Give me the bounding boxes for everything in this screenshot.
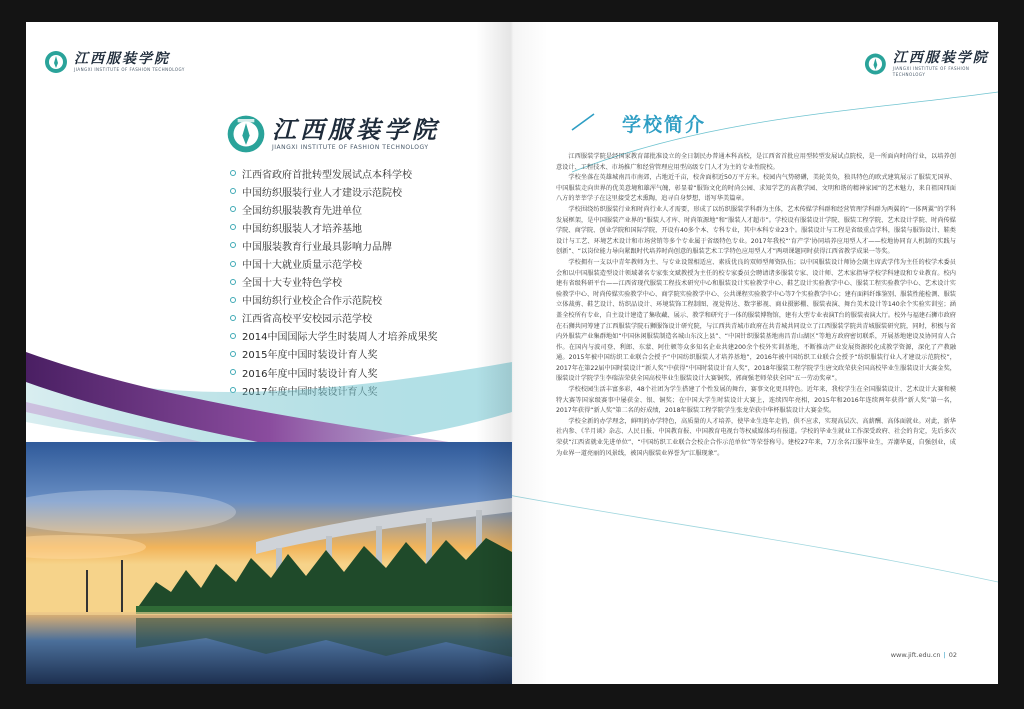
honor-item: 2015年度中国时装设计育人奖 [230,345,437,363]
honor-item: 中国十大就业质量示范学校 [230,254,437,272]
honor-item: 中国纺织行业校企合作示范院校 [230,291,437,309]
main-logo [226,114,440,154]
bullet-icon [230,170,236,176]
header-logo-left [44,50,185,74]
bullet-icon [230,315,236,321]
honor-item: 2016年度中国时装设计育人奖 [230,363,437,381]
bullet-icon [230,261,236,267]
page-number: 02 [948,651,957,659]
intro-paragraph: 学校全新的办学理念，鲜明的办学特色，高质量的人才培养，使毕业生连年走俏，供不应求，实现高层次、高薪酬、高体面就业。对此，新华社内参、《半月谈》杂志、人民日报、中国教育报、中国教育电视台等权威媒体均有报道。学校的毕业生就业工作深受政府、社会的肯定，先后多次荣获“江西省就业先进单位”、“中国纺织工业联合会校企合作示范单位”等荣誉称号。建校27年来，7万余名江服毕业生，弄潮华夏，自强创业，成为业界一道亮丽的风景线，被国内服装业界誉为“江服现象”。 [556,417,956,457]
honor-item: 全国纺织服装教育先进单位 [230,200,437,218]
section-title: 学校简介 [622,114,707,136]
right-page [512,22,998,684]
honor-item: 中国纺织服装行业人才建设示范院校 [230,182,437,200]
intro-paragraph: 学校拥有一支以中青年教师为主、与专业设置相适应、素质优良的双师型师资队伍；以中国服装设计师协会副主席武学伟为主任的校学术委员会和以中国服装造型设计领域著名专家张文斌教授为主任的校专家委员会聘请诸多服装专家、设计师、艺术家指导学校学科建设和专业教育。校内建有省级科研平台——江西省现代服装工程技术研究中心和服装设计实验教学中心、鞋艺设计实验教学中心、服装工程实验教学中心、艺术设计实验教学中心、时尚传媒实验教学中心、商学院实验教学中心、公共课程实验教学中心等7个实验教学中心；建有面料纤维鉴别、服装性能检测、服装立体裁剪、鞋艺设计、纺织品设计、环境装饰工程制图、视觉传达、数字影视、商业摄影棚、服装表演、舞台美术设计等140余个实验实训室；涵盖全校所有专业，自主设计建造了集收藏、展示、教学和研究于一体的服装博物馆，建有大型专业表演T台的服装表演大厅。校外与福建石狮市政府在石狮共同筹建了江西服装学院石狮服饰设计研究院，与江西共青城市政府在共青城共同设立了江西服装学院共青城服装研究院，同时，积极与省内外服装产业集群地如“中国休闲服装制造名城山东汶上县”、“中国针织服装基地南昌青山湖区”等地方政府密切联系，开展基地建设及协同育人合作。在国内与波司登、利郎、东蒙、阿仕顿等众多知名企业共建200余个校外实训基地，不断推动产业发展资源转化成教学资源，深化了产教融通。2015年被中国纺织工业联合会授予“中国纺织服装人才培养基地”，2016年被中国纺织工业联合会授予“纺织服装行业人才建设示范院校”，2017年在第22届中国时装设计“新人奖”中获得“中国时装设计育人奖”，2018年服装工程学院学生唐文政荣获全国高校毕业生服装设计大赛金奖，服装设计学院学生李瑞洁荣获全国高校毕业生服装设计大赛铜奖，郭商强老师荣获全国“五一劳动奖章”。 [556,258,956,383]
intro-body [556,152,956,459]
footer-separator: | [943,651,946,659]
bullet-icon [230,206,236,212]
honor-item: 中国服装教育行业最具影响力品牌 [230,236,437,254]
bullet-icon [230,188,236,194]
logo-name-en: JIANGXI INSTITUTE OF FASHION TECHNOLOGY [892,66,970,77]
page-footer [857,651,957,659]
honor-item: 全国十大专业特色学校 [230,273,437,291]
logo-name-cn: 江西服装学院 [892,50,989,66]
school-emblem-icon [44,50,68,74]
logo-text [74,51,185,73]
honor-item: 中国纺织服装人才培养基地 [230,218,437,236]
brochure-spread [26,22,998,684]
honor-item: 江西省政府首批转型发展试点本科学校 [230,164,437,182]
logo-name-en: JIANGXI INSTITUTE OF FASHION TECHNOLOGY [74,67,185,72]
intro-paragraph: 学校校园生活丰富多彩，48个社团为学生搭建了个性发展的舞台，赛事文化更具特色。近年来，我校学生在全国服装设计、艺术设计大赛和模特大赛等国家级赛事中屡获金、银、铜奖；在中国大学生时装设计大赛上，连续四年亮相，2015年和2016年连续两年获得“新人奖”第一名，2017年获得“新人奖”第二名的好成绩，2018年服装工程学院学生张龙荣获中华杯服装设计大赛金奖。 [556,386,956,415]
footer-url: www.jift.edu.cn [890,651,941,659]
intro-paragraph: 江西服装学院是经国家教育部批准设立的全日制民办普通本科高校，是江西省首批应用型转型发展试点院校，是一所面向时尚行业，以培养创意设计、工程技术、市场推广和经营管理应用型高级专门人才为主的专业性院校。 [556,153,956,171]
bullet-icon [230,297,236,303]
bullet-icon [230,333,236,339]
intro-paragraph: 学校围绕纺织服装行业和时尚行业人才需要，形成了以纺织服装学科群为主体，艺术传媒学科群和经营管理学科群为两翼的“一体两翼”的学科发展框架，是中国服装产业界的“服装人才库、时尚策源地”和“服装人才超市”。学校设有服装设计学院、服装工程学院、艺术设计学院、时尚传媒学院、商学院、创业学院和国际学院，开设有40多个本、专科专业，其中本科专业23个。服装设计与工程是省级重点学科，服装与服饰设计、鞋类设计与工艺、环境艺术设计和市场营销等多个专业属于省级特色专业。2017年我校“‘育产学’协同培养应用型人才——校地协同育人机制的实践与创新”、“以岗位能力导向紧跟时代培养时尚创意的服装艺术工学特色应用型人才”两项课题同时获得江西省教学成果一等奖。 [556,205,956,256]
bullet-icon [230,279,236,285]
left-page [26,22,512,684]
intro-paragraph: 学校坐落在英雄城南昌市南郊，占地近千亩，校舍面积近50万平方米。校园内气势磅礴，美轮美奂，独具特色的欧式建筑展示了服装无国界、中国服装走向世界的优美意境和雄浑气魄，彰显着“服饰文化的时尚公园、求知学艺的高教学园、文明和谐的精神家园”的艺术魅力，来自祖国四面八方的莘莘学子在这里接受艺术熏陶，追寻自身梦想，谱写华美篇章。 [556,174,956,203]
bullet-icon [230,224,236,230]
main-logo-text [272,116,440,152]
school-emblem-icon [226,114,266,154]
logo-name-cn: 江西服装学院 [74,51,170,67]
honor-item: 江西省高校平安校园示范学校 [230,309,437,327]
main-logo-name-en: JIANGXI INSTITUTE OF FASHION TECHNOLOGY [272,144,429,151]
main-logo-name-cn: 江西服装学院 [272,115,440,144]
campus-photo [26,442,512,684]
honor-item: 2014中国国际大学生时装周人才培养成果奖 [230,327,437,345]
bullet-icon [230,242,236,248]
